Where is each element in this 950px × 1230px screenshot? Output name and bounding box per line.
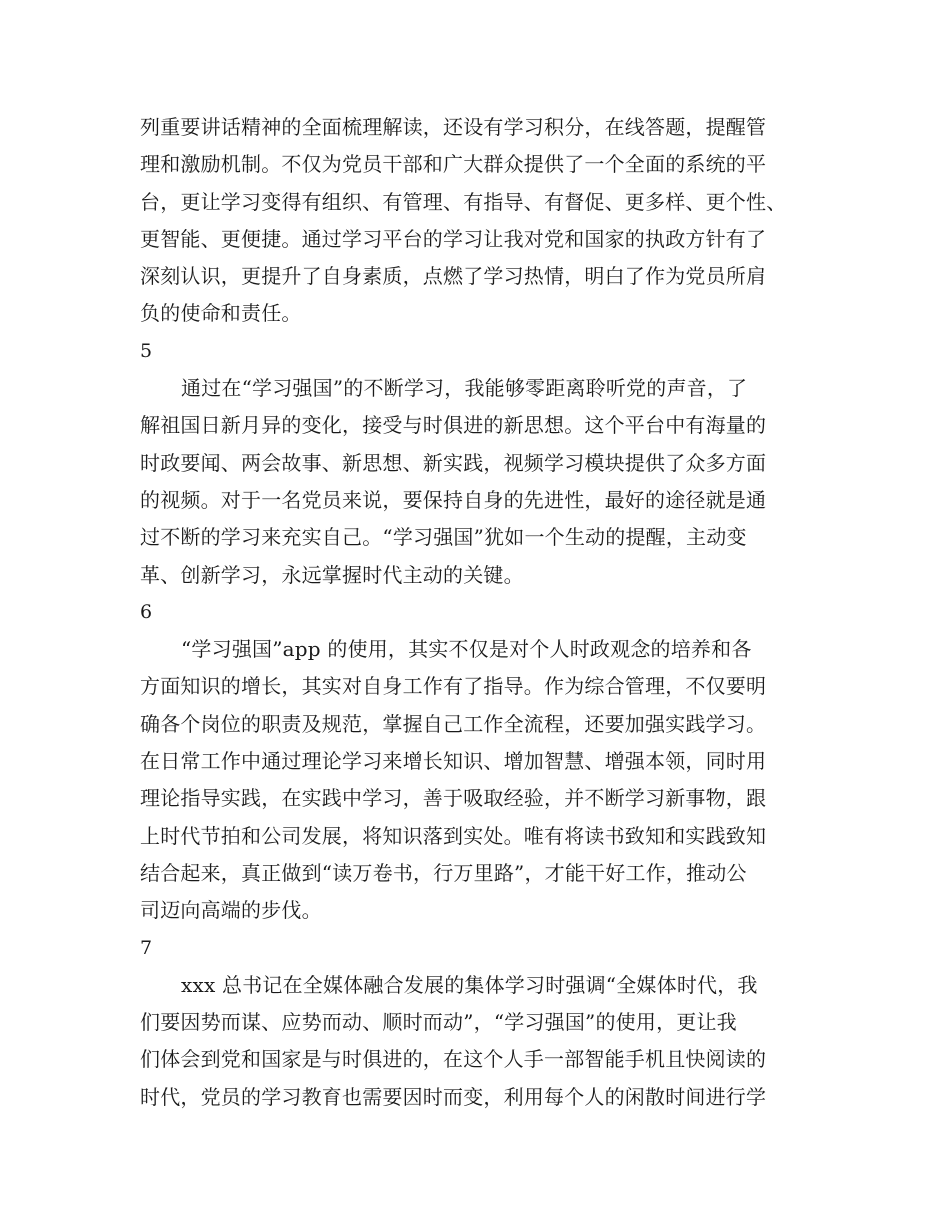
text-line: “学习强国”app 的使用，其实不仅是对个人时政观念的培养和各: [181, 637, 752, 662]
text-line: 们要因势而谋、应势而动、顺时而动”，“学习强国”的使用，更让我: [140, 1010, 737, 1035]
text-line: 方面知识的增长，其实对自身工作有了指导。作为综合管理，不仅要明: [140, 674, 767, 699]
text-line: 时政要闻、两会故事、新思想、新实践，视频学习模块提供了众多方面: [140, 450, 767, 475]
text-line: 在日常工作中通过理论学习来增长知识、增加智慧、增强本领，同时用: [140, 749, 767, 774]
text-line: 列重要讲话精神的全面梳理解读，还设有学习积分，在线答题，提醒管: [140, 115, 767, 139]
text-line: 们体会到党和国家是与时俱进的，在这个人手一部智能手机且快阅读的: [140, 1047, 767, 1072]
text-line: 结合起来，真正做到“读万卷书，行万里路”，才能干好工作，推动公: [140, 860, 747, 885]
text-line: xxx 总书记在全媒体融合发展的集体学习时强调“全媒体时代，我: [181, 972, 758, 997]
text-line: 解祖国日新月异的变化，接受与时俱进的新思想。这个平台中有海量的: [140, 413, 767, 438]
text-line: 理论指导实践，在实践中学习，善于吸取经验，并不断学习新事物，跟: [140, 786, 767, 811]
text-line: 的视频。对于一名党员来说，要保持自身的先进性，最好的途径就是通: [140, 487, 767, 512]
text-line: 确各个岗位的职责及规范，掌握自己工作全流程，还要加强实践学习。: [140, 711, 767, 736]
text-line: 过不断的学习来充实自己。“学习强国”犹如一个生动的提醒，主动变: [140, 525, 747, 550]
section-number: 5: [140, 339, 153, 362]
text-line: 通过在“学习强国”的不断学习，我能够零距离聆听党的声音，了: [181, 376, 748, 401]
text-line: 负的使命和责任。: [140, 301, 302, 326]
text-line: 司迈向高端的步伐。: [140, 898, 322, 923]
document-body: [140, 109, 820, 1116]
text-line: 理和激励机制。不仅为党员干部和广大群众提供了一个全面的系统的平: [140, 152, 767, 177]
text-line: 上时代节拍和公司发展，将知识落到实处。唯有将读书致知和实践致知: [140, 823, 767, 848]
text-line: 革、创新学习，永远掌握时代主动的关键。: [140, 562, 524, 587]
text-line: 更智能、更便捷。通过学习平台的学习让我对党和国家的执政方针有了: [140, 226, 767, 251]
section-number: 7: [140, 936, 153, 959]
text-line: 台，更让学习变得有组织、有管理、有指导、有督促、更多样、更个性、: [140, 189, 787, 214]
text-line: 时代，党员的学习教育也需要因时而变，利用每个人的闲散时间进行学: [140, 1084, 767, 1109]
section-number: 6: [140, 600, 153, 623]
text-line: 深刻认识，更提升了自身素质，点燃了学习热情，明白了作为党员所肩: [140, 264, 767, 289]
